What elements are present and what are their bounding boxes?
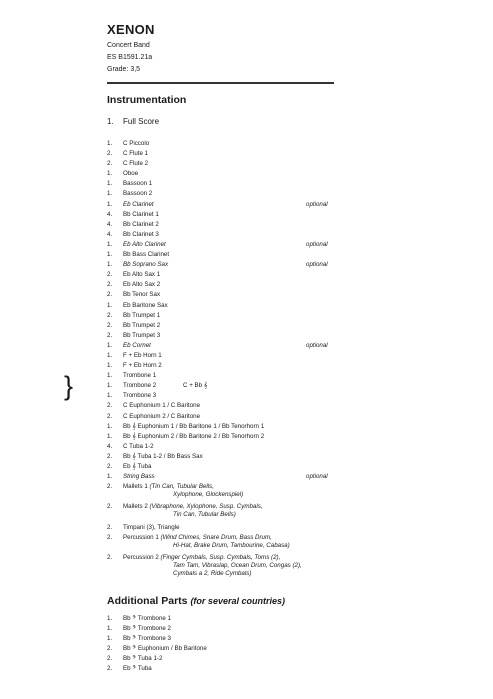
additional-count: 1. <box>107 625 113 633</box>
instrument-name <box>123 240 166 250</box>
instrument-label: Oboe <box>123 170 139 178</box>
instrument-name <box>123 270 160 280</box>
instrument-name <box>123 331 160 341</box>
instrument-label: String Bass <box>123 473 155 481</box>
instrument-label: Trombone 1 <box>123 372 157 380</box>
instrument-detail: Hi-Hat, Brake Drum, Tambourine, Cabasa) <box>173 541 290 549</box>
instrument-row <box>107 482 407 502</box>
full-score-label: Full Score <box>123 117 160 126</box>
instrument-name <box>123 169 138 179</box>
instrument-name <box>123 422 264 432</box>
instrument-row <box>107 553 407 583</box>
instrument-detail: (Vibraphone, Xylophone, Susp. Cymbals, <box>149 503 263 511</box>
additional-name: Bb 𝄢 Euphonium / Bb Baritone <box>123 645 207 653</box>
instrument-row <box>107 533 407 553</box>
instrument-row <box>107 502 407 522</box>
instrument-row <box>107 270 407 280</box>
instrument-label: Timpani (3), Triangle <box>123 523 180 531</box>
optional-label: optional <box>306 240 328 248</box>
catalog-code: ES B1591.21a <box>107 54 153 61</box>
instrument-detail: (Finger Cymbals, Susp. Cymbals, Toms (2), <box>160 553 281 561</box>
instrument-label: Bb Clarinet 2 <box>123 220 159 228</box>
instrument-count: 4. <box>107 210 113 218</box>
instrument-label: Eb Alto Clarinet <box>123 240 166 248</box>
instrument-count: 2. <box>107 553 113 561</box>
instrument-count: 1. <box>107 382 113 390</box>
instrument-row <box>107 200 407 210</box>
instrument-label: Bb Tenor Sax <box>123 291 161 299</box>
instrument-row <box>107 351 407 361</box>
instrument-row <box>107 139 407 149</box>
instrument-count: 1. <box>107 261 113 269</box>
instrument-row <box>107 169 407 179</box>
instrument-label: Bb Soprano Sax <box>123 261 169 269</box>
instrument-row <box>107 422 407 432</box>
instrument-count: 2. <box>107 331 113 339</box>
instrument-name <box>123 301 168 311</box>
full-score-num: 1. <box>107 117 114 126</box>
additional-name: Bb 𝄢 Trombone 1 <box>123 615 172 622</box>
instrument-name <box>123 534 290 550</box>
trombone-brace-note: C + Bb 𝄞 <box>183 382 208 389</box>
instrument-name <box>123 391 156 401</box>
instrument-name <box>123 371 156 381</box>
instrument-count: 2. <box>107 321 113 329</box>
instrument-detail: (Wind Chimes, Snare Drum, Bass Drum, <box>160 533 272 541</box>
instrument-row <box>107 321 407 331</box>
instrument-label: Bb Trumpet 2 <box>123 321 161 329</box>
instrument-label: C Piccolo <box>123 140 150 147</box>
instrument-count: 4. <box>107 442 113 450</box>
instrument-name <box>123 179 152 189</box>
instrument-count: 2. <box>107 311 113 319</box>
additional-count: 2. <box>107 645 113 653</box>
instrument-count: 1. <box>107 341 113 349</box>
instrument-row <box>107 472 407 482</box>
instrument-name <box>123 189 152 199</box>
instrument-label: Bb Clarinet 3 <box>123 230 159 238</box>
instrument-label: Eb Alto Sax 1 <box>123 271 161 279</box>
instrument-count: 2. <box>107 483 113 491</box>
instrument-count: 1. <box>107 392 113 400</box>
instrument-name <box>123 351 162 361</box>
divider <box>107 82 334 84</box>
instrument-count: 2. <box>107 523 113 531</box>
instrument-row <box>107 149 407 159</box>
additional-name: Eb 𝄢 Tuba <box>123 665 152 673</box>
instrument-count: 1. <box>107 251 113 259</box>
instrument-row <box>107 361 407 371</box>
instrument-label: Eb Clarinet <box>123 200 154 208</box>
instrument-row <box>107 220 407 230</box>
instrument-row <box>107 311 407 321</box>
grade: Grade: 3,5 <box>107 66 141 73</box>
additional-count: 1. <box>107 615 113 622</box>
optional-label: optional <box>306 341 328 349</box>
instrument-row <box>107 381 407 391</box>
instrument-row <box>107 401 407 411</box>
instrument-label: C Tuba 1-2 <box>123 442 154 450</box>
instrument-label: F + Eb Horn 1 <box>123 351 162 359</box>
optional-label: optional <box>306 261 328 269</box>
instrument-name <box>123 210 159 220</box>
instrument-count: 1. <box>107 372 113 380</box>
instrument-row <box>107 240 407 250</box>
additional-count: 2. <box>107 655 113 663</box>
instrument-label: Percussion 2 <box>123 553 159 561</box>
instrument-row <box>107 442 407 452</box>
instrument-name <box>123 503 263 519</box>
instrument-detail: Cymbals a 2, Ride Cymbals) <box>173 569 252 577</box>
instrument-row <box>107 412 407 422</box>
instrument-name <box>123 381 156 391</box>
instrument-label: Bb 𝄞 Euphonium 1 / Bb Baritone 1 / Bb Tenorhorn 1 <box>123 422 265 430</box>
instrument-row <box>107 331 407 341</box>
additional-name: Bb 𝄢 Tuba 1-2 <box>123 655 163 663</box>
instrument-label: Percussion 1 <box>123 533 159 541</box>
instrument-name <box>123 200 154 210</box>
instrument-label: Eb Baritone Sax <box>123 301 168 309</box>
instrument-count: 1. <box>107 432 113 440</box>
instrument-name <box>123 260 168 270</box>
instrument-label: Mallets 1 <box>123 483 148 491</box>
instrument-count: 2. <box>107 503 113 511</box>
instrument-name <box>123 139 149 149</box>
instrument-name <box>123 149 148 159</box>
instrument-count: 2. <box>107 150 113 158</box>
instrument-count: 1. <box>107 170 113 178</box>
instrument-count: 1. <box>107 473 113 481</box>
additional-heading <box>107 595 285 607</box>
instrument-count: 1. <box>107 362 113 370</box>
instrument-row <box>107 159 407 169</box>
instrument-row <box>107 189 407 199</box>
instrument-label: Bb Trumpet 3 <box>123 331 161 339</box>
instrument-name <box>123 361 162 371</box>
instrument-name <box>123 280 160 290</box>
additional-count: 2. <box>107 665 113 673</box>
instrument-row <box>107 250 407 260</box>
instrument-name <box>123 220 159 230</box>
instrument-label: Bb 𝄞 Tuba 1-2 / Bb Bass Sax <box>123 452 203 460</box>
instrument-count: 1. <box>107 240 113 248</box>
instrument-row <box>107 179 407 189</box>
instrument-label: Trombone 2 <box>123 382 157 390</box>
instrument-name <box>123 311 160 321</box>
instrument-row <box>107 290 407 300</box>
instrument-row <box>107 341 407 351</box>
instrument-count: 2. <box>107 412 113 420</box>
instrument-row <box>107 280 407 290</box>
additional-name: Bb 𝄢 Trombone 3 <box>123 635 172 643</box>
instrument-row <box>107 371 407 381</box>
instrument-label: Eb Cornet <box>123 341 151 349</box>
instrument-row <box>107 230 407 240</box>
instrument-label: F + Eb Horn 2 <box>123 362 162 370</box>
instrument-count: 1. <box>107 200 113 208</box>
instrument-count: 2. <box>107 281 113 289</box>
optional-label: optional <box>306 200 328 208</box>
additional-name: Bb 𝄢 Trombone 2 <box>123 625 172 633</box>
instrument-name <box>123 290 160 300</box>
instrument-row <box>107 432 407 442</box>
instrument-row <box>107 462 407 472</box>
instrument-label: Bb Bass Clarinet <box>123 251 170 259</box>
instrument-row <box>107 391 407 401</box>
instrument-name <box>123 321 160 331</box>
instrument-count: 2. <box>107 160 113 168</box>
instrument-count: 4. <box>107 220 113 228</box>
instrumentation-heading: Instrumentation <box>107 94 187 106</box>
instrument-label: Mallets 2 <box>123 503 148 511</box>
instrument-detail: (Tin Can, Tubular Bells, <box>149 483 214 491</box>
instrument-row <box>107 210 407 220</box>
instrument-count: 2. <box>107 271 113 279</box>
instrument-name <box>123 230 159 240</box>
instrument-name <box>123 159 148 169</box>
instrument-count: 1. <box>107 140 113 147</box>
instrument-count: 2. <box>107 291 113 299</box>
instrument-row <box>107 260 407 270</box>
instrument-name <box>123 452 203 462</box>
instrument-label: C Euphonium 1 / C Baritone <box>123 402 201 410</box>
instrument-count: 1. <box>107 180 113 188</box>
additional-count: 1. <box>107 635 113 643</box>
instrument-name <box>123 341 151 351</box>
instrument-detail: Tam Tam, Vibraslap, Ocean Drum, Congas (2), <box>173 561 302 569</box>
instrument-name <box>123 412 200 422</box>
instrument-row <box>107 452 407 462</box>
instrument-count: 2. <box>107 533 113 541</box>
instrument-row <box>107 523 407 533</box>
instrument-label: Eb Alto Sax 2 <box>123 281 161 289</box>
instrument-label: Bb Clarinet 1 <box>123 210 159 218</box>
full-score <box>107 117 159 126</box>
instrument-label: C Euphonium 2 / C Baritone <box>123 412 201 420</box>
instrument-name <box>123 483 243 499</box>
instrument-label: Bassoon 2 <box>123 190 153 198</box>
instrument-count: 2. <box>107 402 113 410</box>
instrument-count: 4. <box>107 230 113 238</box>
additional-heading-note: (for several countries) <box>190 596 285 606</box>
instrument-row <box>107 301 407 311</box>
instrument-count: 2. <box>107 452 113 460</box>
subtitle: Concert Band <box>107 42 150 49</box>
instrument-detail: Xylophone, Glockenspiel) <box>173 491 244 499</box>
instrument-label: Bb 𝄞 Euphonium 2 / Bb Baritone 2 / Bb Tenorhorn 2 <box>123 432 265 440</box>
instrument-label: C Flute 2 <box>123 160 149 168</box>
instrument-label: C Flute 1 <box>123 150 149 158</box>
instrument-label: Bassoon 1 <box>123 180 153 188</box>
optional-label: optional <box>306 473 328 481</box>
instrument-label: Bb Trumpet 1 <box>123 311 161 319</box>
instrument-count: 1. <box>107 351 113 359</box>
instrument-count: 1. <box>107 301 113 309</box>
instrument-label: Eb 𝄞 Tuba <box>123 463 152 470</box>
instrument-name <box>123 523 180 533</box>
instrument-list <box>107 139 407 583</box>
instrument-name <box>123 442 154 452</box>
instrument-name <box>123 462 151 472</box>
instrument-name <box>123 250 169 260</box>
instrument-name <box>123 472 155 482</box>
title: XENON <box>107 22 155 37</box>
instrument-count: 2. <box>107 463 113 470</box>
instrument-count: 1. <box>107 422 113 430</box>
instrument-detail: Tin Can, Tubular Bells) <box>173 511 236 519</box>
instrument-name <box>123 554 302 578</box>
instrument-name <box>123 432 264 442</box>
trombone-brace: } <box>64 371 74 401</box>
instrument-count: 1. <box>107 190 113 198</box>
instrument-name <box>123 401 200 411</box>
instrument-label: Trombone 3 <box>123 392 157 400</box>
additional-heading-title: Additional Parts <box>107 595 188 607</box>
